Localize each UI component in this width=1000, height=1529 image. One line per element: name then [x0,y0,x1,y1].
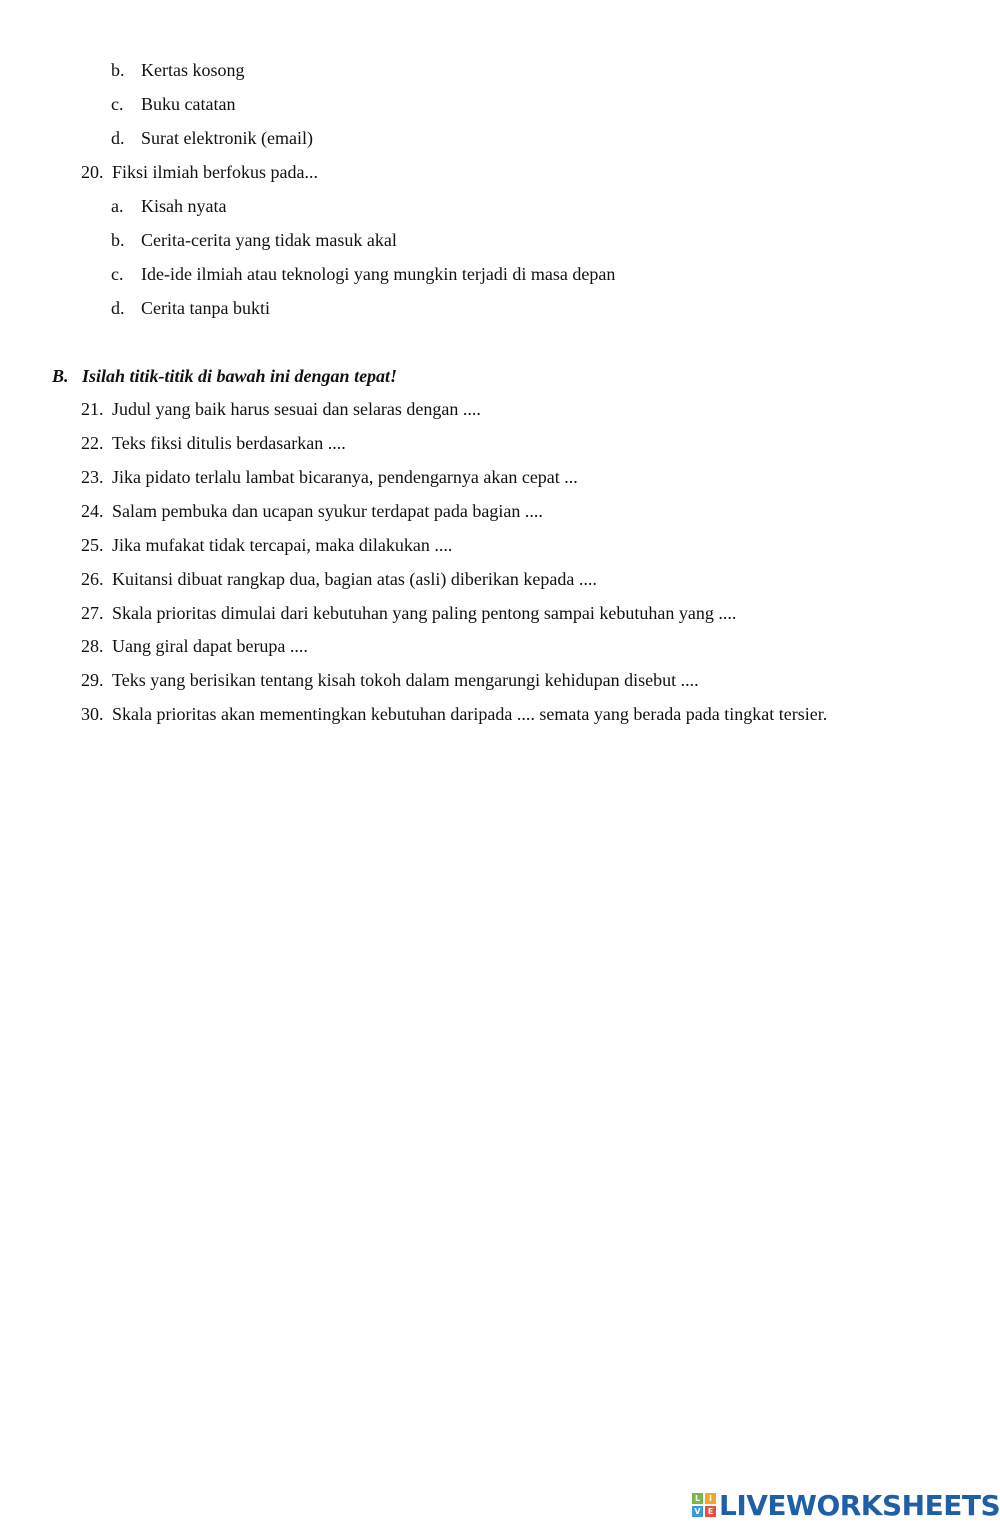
option-letter: d. [111,298,125,318]
question-number: 20. [81,162,104,182]
question-text: Fiksi ilmiah berfokus pada... [112,162,318,182]
question-number: 26. [81,569,104,589]
question-number: 22. [81,433,104,453]
question-text: Teks yang berisikan tentang kisah tokoh dalam mengarungi kehidupan disebut .... [112,670,699,690]
liveworksheets-logo [692,1488,1000,1522]
option-text: Cerita tanpa bukti [141,298,270,318]
question-text: Skala prioritas dimulai dari kebutuhan yang paling pentong sampai kebutuhan yang .... [112,603,737,623]
option-text: Ide-ide ilmiah atau teknologi yang mungkin terjadi di masa depan [141,264,616,284]
option-text: Kisah nyata [141,196,227,216]
question-number: 23. [81,467,104,487]
question-number: 30. [81,704,104,724]
question-number: 27. [81,603,104,623]
question-text: Kuitansi dibuat rangkap dua, bagian atas (asli) diberikan kepada .... [112,569,597,589]
option-letter: c. [111,264,124,284]
question-text: Uang giral dapat berupa .... [112,636,308,656]
question-number: 29. [81,670,104,690]
logo-square-l: L [692,1493,703,1504]
logo-text: LIVEWORKSHEETS [719,1488,1000,1522]
question-number: 25. [81,535,104,555]
question-text: Salam pembuka dan ucapan syukur terdapat pada bagian .... [112,501,543,521]
option-text: Cerita-cerita yang tidak masuk akal [141,230,397,250]
logo-square-v: V [692,1506,703,1517]
option-letter: a. [111,196,124,216]
question-text: Jika pidato terlalu lambat bicaranya, pendengarnya akan cepat ... [112,467,578,487]
option-text: Buku catatan [141,94,236,114]
option-letter: b. [111,230,125,250]
option-letter: c. [111,94,124,114]
section-title: Isilah titik-titik di bawah ini dengan tepat! [82,366,398,386]
section-letter: B. [52,366,69,386]
logo-square-e: E [705,1506,716,1517]
question-number: 28. [81,636,104,656]
logo-squares-icon [692,1493,716,1517]
question-text: Judul yang baik harus sesuai dan selaras dengan .... [112,399,481,419]
option-letter: b. [111,60,125,80]
logo-square-i: I [705,1493,716,1504]
question-number: 21. [81,399,104,419]
option-letter: d. [111,128,125,148]
question-text: Teks fiksi ditulis berdasarkan .... [112,433,346,453]
option-text: Surat elektronik (email) [141,128,313,148]
question-number: 24. [81,501,104,521]
question-text: Skala prioritas akan mementingkan kebutuhan daripada .... semata yang berada pada tingkat tersier. [112,704,828,724]
question-text: Jika mufakat tidak tercapai, maka dilakukan .... [112,535,453,555]
option-text: Kertas kosong [141,60,245,80]
